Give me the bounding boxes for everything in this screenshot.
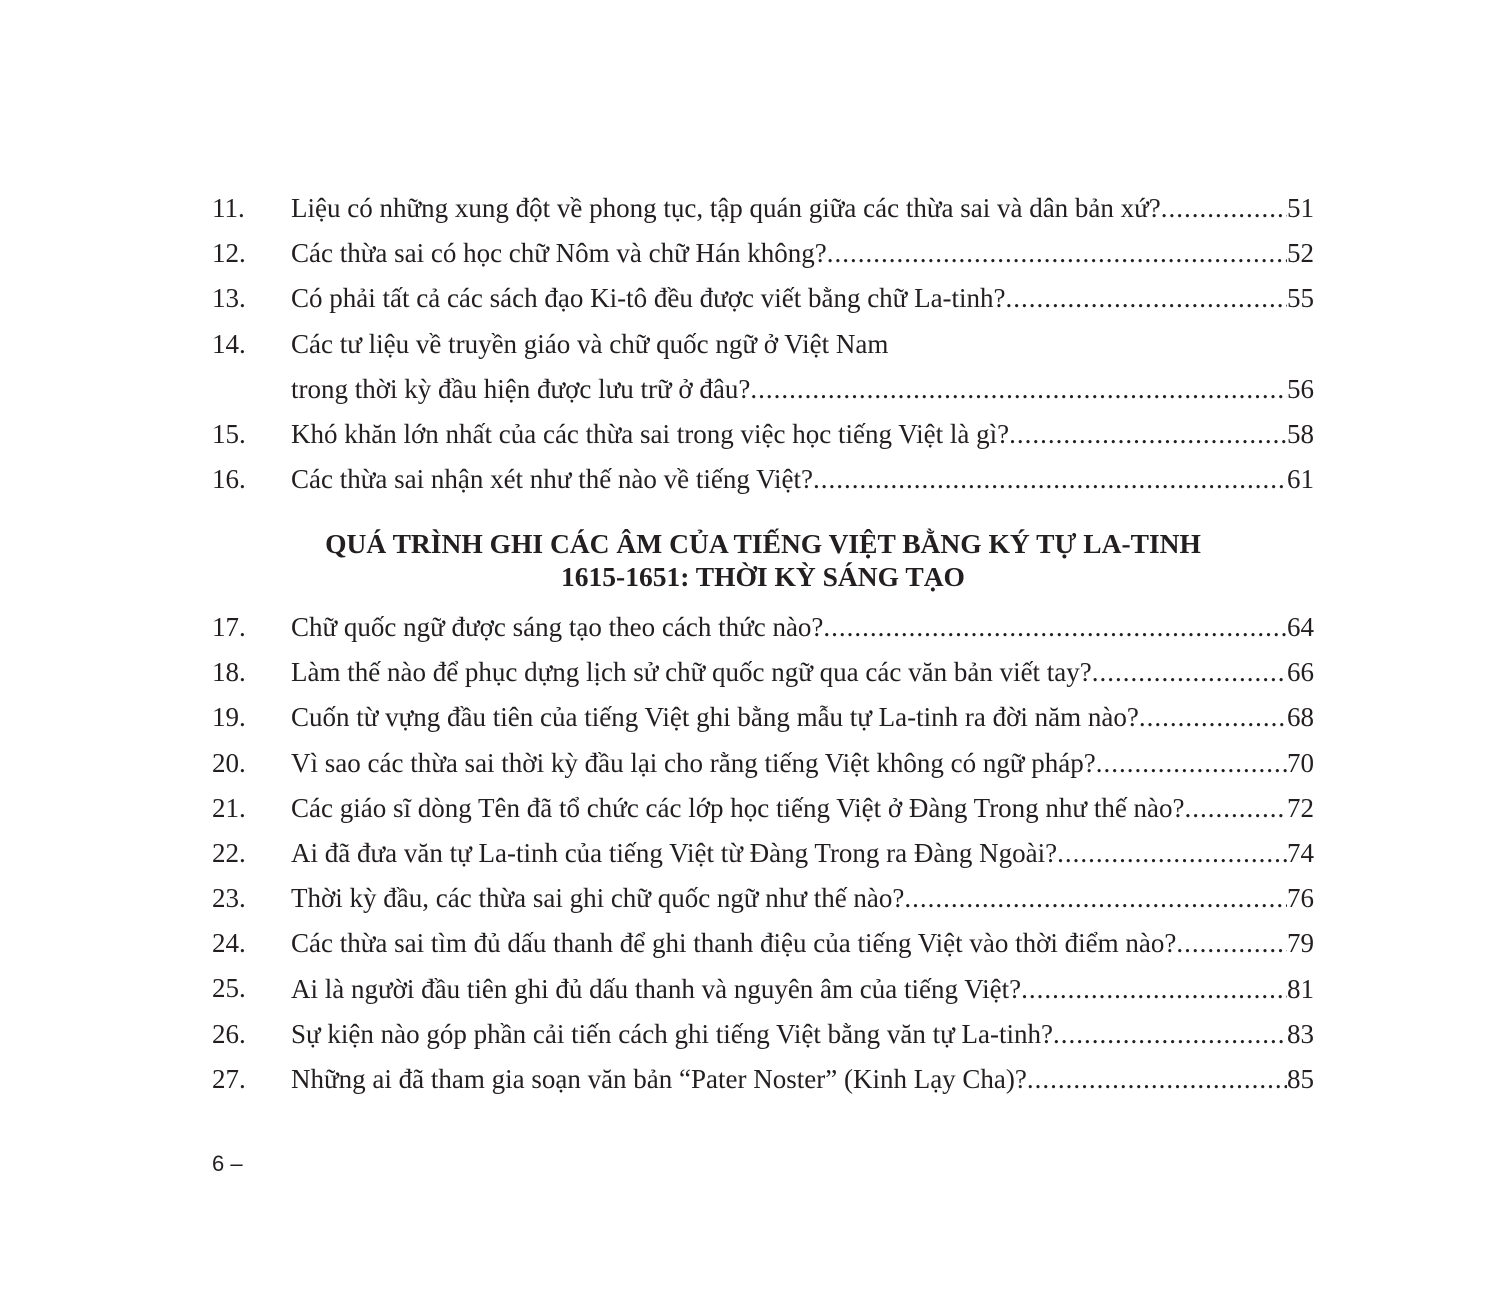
dot-leader bbox=[1176, 921, 1287, 966]
toc-entry-title: Ai là người đầu tiên ghi đủ dấu thanh và nguyên âm của tiếng Việt? bbox=[291, 973, 1022, 1004]
toc-entry bbox=[212, 967, 1314, 1012]
toc-entry bbox=[212, 876, 1314, 921]
toc-entry-page: 79 bbox=[1287, 928, 1314, 959]
toc-entry-title: Các tư liệu về truyền giáo và chữ quốc ngữ ở Việt Nam bbox=[291, 328, 889, 359]
toc-entry bbox=[212, 276, 1314, 321]
toc-entry bbox=[212, 605, 1314, 650]
toc-entry-title: Liệu có những xung đột về phong tục, tập quán giữa các thừa sai và dân bản xứ? bbox=[291, 193, 1161, 223]
toc-entry-title: Cuốn từ vựng đầu tiên của tiếng Việt ghi bằng mẫu tự La-tinh ra đời năm nào? bbox=[291, 702, 1139, 733]
toc-entry bbox=[212, 741, 1314, 786]
toc-entry-title: Các thừa sai nhận xét như thế nào về tiếng Việt? bbox=[291, 464, 813, 495]
toc-entry-title: Các thừa sai tìm đủ dấu thanh để ghi thanh điệu của tiếng Việt vào thời điểm nào? bbox=[291, 928, 1177, 959]
toc-entry-page: 61 bbox=[1287, 464, 1314, 495]
toc-entry-number: 18. bbox=[212, 657, 246, 688]
toc-entry-page: 68 bbox=[1287, 702, 1314, 733]
toc-entry-number: 23. bbox=[212, 883, 246, 914]
dot-leader bbox=[1057, 831, 1287, 876]
toc-entry-page: 52 bbox=[1287, 238, 1314, 269]
toc-entry-title: trong thời kỳ đầu hiện được lưu trữ ở đâu? bbox=[291, 373, 751, 404]
toc-entry-title: Khó khăn lớn nhất của các thừa sai trong việc học tiếng Việt là gì? bbox=[291, 418, 1010, 449]
toc-entry-page: 55 bbox=[1287, 283, 1314, 314]
section-heading bbox=[212, 527, 1314, 593]
toc-entry-page: 81 bbox=[1287, 973, 1314, 1004]
toc-entry-page: 56 bbox=[1287, 373, 1314, 404]
toc-entry bbox=[212, 322, 1314, 412]
toc-entry-number: 19. bbox=[212, 702, 246, 733]
toc-list-part2 bbox=[212, 605, 1314, 1102]
section-heading-line2: 1615-1651: THỜI KỲ SÁNG TẠO bbox=[561, 561, 965, 592]
toc-entry-title: Sự kiện nào góp phần cải tiến cách ghi tiếng Việt bằng văn tự La-tinh? bbox=[291, 1018, 1053, 1049]
dot-leader bbox=[1092, 650, 1287, 695]
toc-entry-title: Vì sao các thừa sai thời kỳ đầu lại cho rằng tiếng Việt không có ngữ pháp? bbox=[291, 747, 1096, 778]
toc-entry bbox=[212, 831, 1314, 876]
toc-entry-page: 74 bbox=[1287, 837, 1314, 868]
toc-entry-number: 27. bbox=[212, 1063, 246, 1094]
toc-entry bbox=[212, 1012, 1314, 1057]
toc-entry-number: 24. bbox=[212, 928, 246, 959]
dot-leader bbox=[1185, 786, 1287, 831]
toc-entry-number: 11. bbox=[212, 192, 245, 223]
dot-leader bbox=[827, 231, 1287, 276]
toc-entry bbox=[212, 695, 1314, 740]
toc-entry-page: 51 bbox=[1287, 193, 1314, 223]
toc-entry-page: 58 bbox=[1287, 418, 1314, 449]
toc-entry-page: 83 bbox=[1287, 1018, 1314, 1049]
dot-leader bbox=[1006, 276, 1287, 321]
dot-leader bbox=[1027, 1057, 1287, 1102]
dot-leader bbox=[904, 876, 1287, 921]
toc-entry-title: Thời kỳ đầu, các thừa sai ghi chữ quốc ngữ như thế nào? bbox=[291, 883, 905, 914]
toc-entry-number: 21. bbox=[212, 792, 246, 823]
dot-leader bbox=[1161, 186, 1287, 231]
toc-entry-page: 66 bbox=[1287, 657, 1314, 688]
toc-entry-title: Những ai đã tham gia soạn văn bản “Pater Noster” (Kinh Lạy Cha)? bbox=[291, 1063, 1027, 1094]
toc-entry-title: Có phải tất cả các sách đạo Ki-tô đều được viết bằng chữ La-tinh? bbox=[291, 283, 1006, 314]
toc-entry-number: 26. bbox=[212, 1018, 246, 1049]
toc-entry-number: 17. bbox=[212, 611, 246, 642]
dot-leader bbox=[1096, 741, 1287, 786]
dot-leader bbox=[1021, 967, 1287, 1012]
toc-entry bbox=[212, 457, 1314, 502]
toc-entry-number: 15. bbox=[212, 418, 246, 449]
toc-entry-number: 13. bbox=[212, 283, 246, 314]
toc-entry-page: 70 bbox=[1287, 747, 1314, 778]
toc-entry-number: 12. bbox=[212, 238, 246, 269]
toc-entry bbox=[212, 1057, 1314, 1102]
toc-entry-page: 72 bbox=[1287, 792, 1314, 823]
toc-entry bbox=[212, 650, 1314, 695]
dot-leader bbox=[823, 605, 1287, 650]
toc-entry-title: Các giáo sĩ dòng Tên đã tổ chức các lớp học tiếng Việt ở Đàng Trong như thế nào? bbox=[291, 792, 1185, 823]
toc-list-part1 bbox=[212, 186, 1314, 502]
dot-leader bbox=[1009, 412, 1287, 457]
toc-entry bbox=[212, 231, 1314, 276]
toc-entry-title: Làm thế nào để phục dựng lịch sử chữ quốc ngữ qua các văn bản viết tay? bbox=[291, 657, 1092, 688]
toc-entry-title: Chữ quốc ngữ được sáng tạo theo cách thức nào? bbox=[291, 612, 824, 642]
toc-entry-title: Các thừa sai có học chữ Nôm và chữ Hán không? bbox=[291, 238, 827, 269]
dot-leader bbox=[813, 457, 1287, 502]
toc-entry-number: 20. bbox=[212, 747, 246, 778]
dot-leader bbox=[750, 367, 1287, 412]
toc-entry-number: 22. bbox=[212, 837, 246, 868]
toc-entry bbox=[212, 786, 1314, 831]
page-number-footer: 6 – bbox=[212, 1151, 243, 1176]
dot-leader bbox=[1053, 1012, 1287, 1057]
section-heading-line1: QUÁ TRÌNH GHI CÁC ÂM CỦA TIẾNG VIỆT BẰNG KÝ TỰ LA-TINH bbox=[325, 528, 1201, 559]
toc-entry-number: 25. bbox=[212, 973, 246, 1004]
toc-entry bbox=[212, 412, 1314, 457]
toc-entry-page: 85 bbox=[1287, 1063, 1314, 1094]
toc-entry bbox=[212, 186, 1314, 231]
toc-entry-page: 76 bbox=[1287, 883, 1314, 914]
dot-leader bbox=[1139, 695, 1287, 740]
toc-entry-number: 14. bbox=[212, 328, 246, 359]
toc-entry-number: 16. bbox=[212, 464, 246, 495]
toc-entry-page: 64 bbox=[1287, 612, 1314, 642]
toc-entry-title: Ai đã đưa văn tự La-tinh của tiếng Việt từ Đàng Trong ra Đàng Ngoài? bbox=[291, 837, 1058, 868]
toc-entry bbox=[212, 921, 1314, 966]
